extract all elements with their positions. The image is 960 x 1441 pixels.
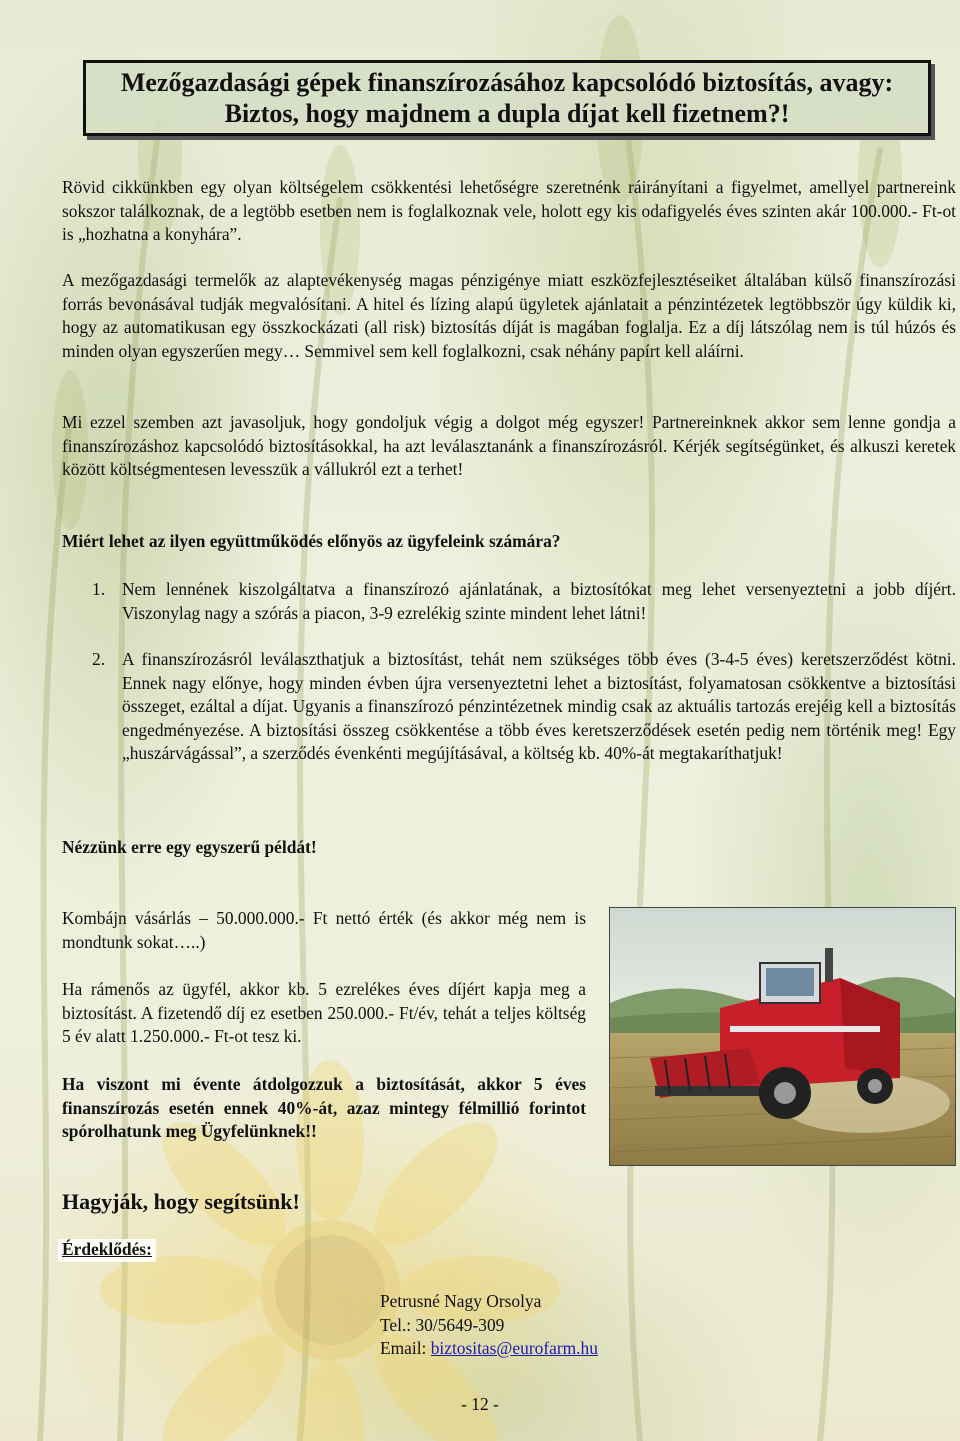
contact-email-row bbox=[380, 1337, 598, 1361]
example-savings: Ha viszont mi évente átdolgozzuk a biztosítását, akkor 5 éves finanszírozás esetén ennek 40%-át, azaz mintegy félmillió forintot spórolhatunk meg Ügyfelünknek!! bbox=[62, 1074, 586, 1141]
contact-name: Petrusné Nagy Orsolya bbox=[380, 1291, 542, 1311]
contact-block bbox=[380, 1290, 598, 1361]
inquiry-label: Érdeklődés: bbox=[58, 1239, 156, 1262]
email-label: Email: bbox=[380, 1338, 431, 1358]
combine-harvester-photo bbox=[609, 907, 956, 1166]
email-link[interactable]: biztositas@eurofarm.hu bbox=[430, 1338, 598, 1358]
benefit-number: 2. bbox=[92, 649, 106, 669]
title-box bbox=[83, 60, 931, 136]
benefit-text: A finanszírozásról leválaszthatjuk a biztosítást, tehát nem szükséges több éves (3-4-5 éves) keretszerződést kötni. Ennek nagy előnye, hogy minden évben újra versenyeztetni lehet a biztosítást, folyamatosan csökkentve a biztosítási összeget, ezáltal a díjat. Ugyanis a finanszírozó pénzintézetnek mindig csak az aktuális tartozás erejéig kell a biztosítás engedményezése. A biztosítási összeg csökkentése a több éves keretszerződések esetén pedig nem történik meg! Egy „huszárvágással”, a szerződés évenkénti megújításával, a költség kb. 40%-át megtakaríthatjuk! bbox=[122, 649, 956, 763]
intro-paragraph: Rövid cikkünkben egy olyan költségelem csökkentési lehetőségre szeretnénk ráirányítani a figyelmet, amellyel partnereink sokszor találkoznak, de a legtöbb esetben nem is foglalkoznak vele, holott egy kis odafigyelés éves szinten akár 100.000.- Ft-ot is „hozhatna a konyhára”. bbox=[62, 177, 956, 245]
title-line-1: Mezőgazdasági gépek finanszírozásához kapcsolódó biztosítás, avagy: bbox=[120, 68, 894, 97]
benefits-heading: Miért lehet az ilyen együttműködés előnyös az ügyfeleink számára? bbox=[62, 531, 561, 551]
title-line-2: Biztos, hogy majdnem a dupla díjat kell fizetnem?! bbox=[224, 99, 790, 128]
example-purchase: Kombájn vásárlás – 50.000.000.- Ft nettó érték (és akkor még nem is mondtunk sokat…..) bbox=[62, 908, 586, 952]
suggestion-paragraph: Mi ezzel szemben azt javasoljuk, hogy gondoljuk végig a dolgot még egyszer! Partnereinknek akkor sem lenne gondja a finanszírozáshoz kapcsolódó biztosításokkal, ha azt leválasztanánk a finanszírozásról. Kérjék segítségünket, és alkuszi keretek között költségmentesen levesszük a vállukról ezt a terhet! bbox=[62, 412, 956, 480]
financing-paragraph: A mezőgazdasági termelők az alaptevékenység magas pénzigénye miatt eszközfejlesztéseiket általában külső finanszírozási forrás bevonásával tudják megvalósítani. A hitel és lízing alapú ügyletek ajánlatait a pénzintézetek legtöbbször úgy küldik ki, hogy az automatikusan egy összkockázati (all risk) biztosítás díját is magában foglalja. Ez a díj látszólag nem is túl húzós és minden olyan egyszerűen megy… Semmivel sem kell foglalkozni, csak néhány papírt kell aláírni. bbox=[62, 270, 956, 361]
contact-phone: Tel.: 30/5649-309 bbox=[380, 1314, 505, 1335]
benefit-number: 1. bbox=[92, 579, 106, 599]
page-number: - 12 - bbox=[461, 1394, 499, 1414]
example-premium: Ha rámenős az ügyfél, akkor kb. 5 ezrelékes éves díjért kapja meg a biztosítást. A fizetendő díj ez esetben 250.000.- Ft/év, tehát a teljes költség 5 év alatt 1.250.000.- Ft-ot tesz ki. bbox=[62, 979, 586, 1046]
combine-harvester-illustration bbox=[610, 908, 955, 1165]
benefit-text: Nem lennének kiszolgáltatva a finanszírozó ajánlatának, a biztosítókat meg lehet versenyeztetni a jobb díjért. Viszonylag nagy a szórás a piacon, 3-9 ezrelékig szinte mindent lehet látni! bbox=[122, 579, 956, 623]
example-heading: Nézzünk erre egy egyszerű példát! bbox=[62, 837, 317, 857]
closing-slogan: Hagyják, hogy segítsünk! bbox=[62, 1189, 300, 1214]
